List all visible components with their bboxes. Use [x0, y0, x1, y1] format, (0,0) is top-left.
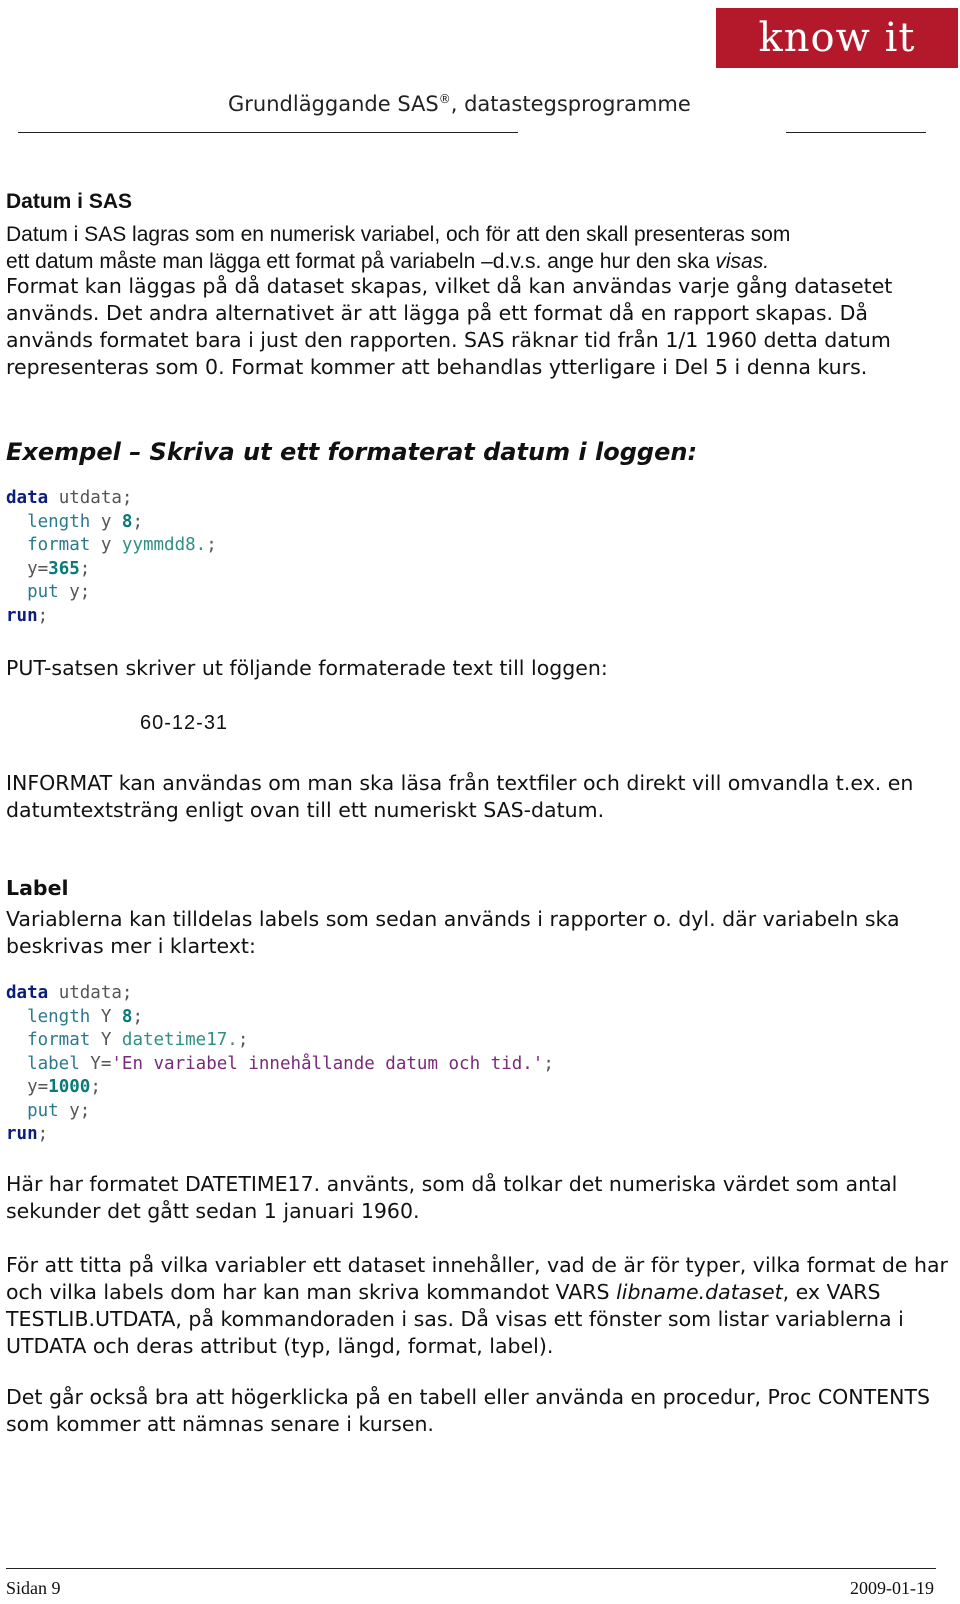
section-date-line1: Datum i SAS lagras som en numerisk variabel, och för att den skall presenteras som: [6, 223, 791, 246]
example-heading: Exempel – Skriva ut ett formaterat datum i loggen:: [6, 438, 698, 466]
datetime-paragraph: Här har formatet DATETIME17. använts, som då tolkar det numeriska värdet som antal sekunder det gått sedan 1 januari 1960.: [6, 1172, 898, 1223]
footer-rule: [6, 1568, 936, 1569]
put-description: PUT-satsen skriver ut följande formaterade text till loggen:: [6, 656, 608, 680]
footer-date: 2009-01-19: [850, 1578, 934, 1598]
proc-contents-paragraph: Det går också bra att högerklicka på en tabell eller använda en procedur, Proc CONTENTS som kommer att nämnas senare i kursen.: [6, 1385, 930, 1436]
code-block-2: data utdata; length Y 8; format Y datetime17.; label Y='En variabel innehållande datum och tid.'; y=1000; put y; run;: [6, 983, 554, 1144]
code-block-1: data utdata; length y 8; format y yymmdd8.; y=365; put y; run;: [6, 488, 217, 626]
know-it-logo: know it: [716, 8, 958, 68]
section-date-body: Format kan läggas på då dataset skapas, vilket då kan användas varje gång datasetet används. Det andra alternativet är att lägga på ett format då en rapport skapas. Då används formatet bara i just den rapporten. SAS räknar tid från 1/1 1960 detta datum representeras som 0. Format kommer att behandlas ytterligare i Del 5 i denna kurs.: [6, 274, 893, 379]
doc-title-suffix: , datastegsprogramme: [450, 92, 691, 116]
document-header-title: [228, 92, 691, 116]
vars-paragraph: För att titta på vilka variabler ett dataset innehåller, vad de är för typer, vilka format de har och vilka labels dom har kan man skriva kommandot VARS libname.dataset, ex VARS TESTLIB.UTDATA, på kommandoraden i sas. Då visas ett fönster som listar variablerna i UTDATA och deras attribut (typ, längd, format, label).: [6, 1253, 948, 1358]
label-heading: Label: [6, 876, 69, 900]
section-date-line2: ett datum måste man lägga ett format på variabeln –d.v.s. ange hur den ska visas.: [6, 250, 770, 273]
header-rule-right: [786, 132, 926, 133]
libname-dataset-emphasis: libname.dataset: [616, 1280, 783, 1304]
section-date-heading: Datum i SAS: [6, 190, 133, 213]
informat-paragraph: INFORMAT kan användas om man ska läsa från textfiler och direkt vill omvandla t.ex. en datumtextsträng enligt ovan till ett numeriskt SAS-datum.: [6, 771, 914, 822]
registered-mark: ®: [438, 92, 451, 106]
page-number: Sidan 9: [6, 1578, 61, 1598]
header-rule-left: [18, 132, 518, 133]
doc-title: Grundläggande SAS: [228, 92, 439, 116]
label-description: Variablerna kan tilldelas labels som sedan används i rapporter o. dyl. där variabeln ska beskrivas mer i klartext:: [6, 907, 900, 958]
log-output: 60-12-31: [140, 712, 229, 734]
visas-emphasis: visas.: [715, 250, 770, 273]
